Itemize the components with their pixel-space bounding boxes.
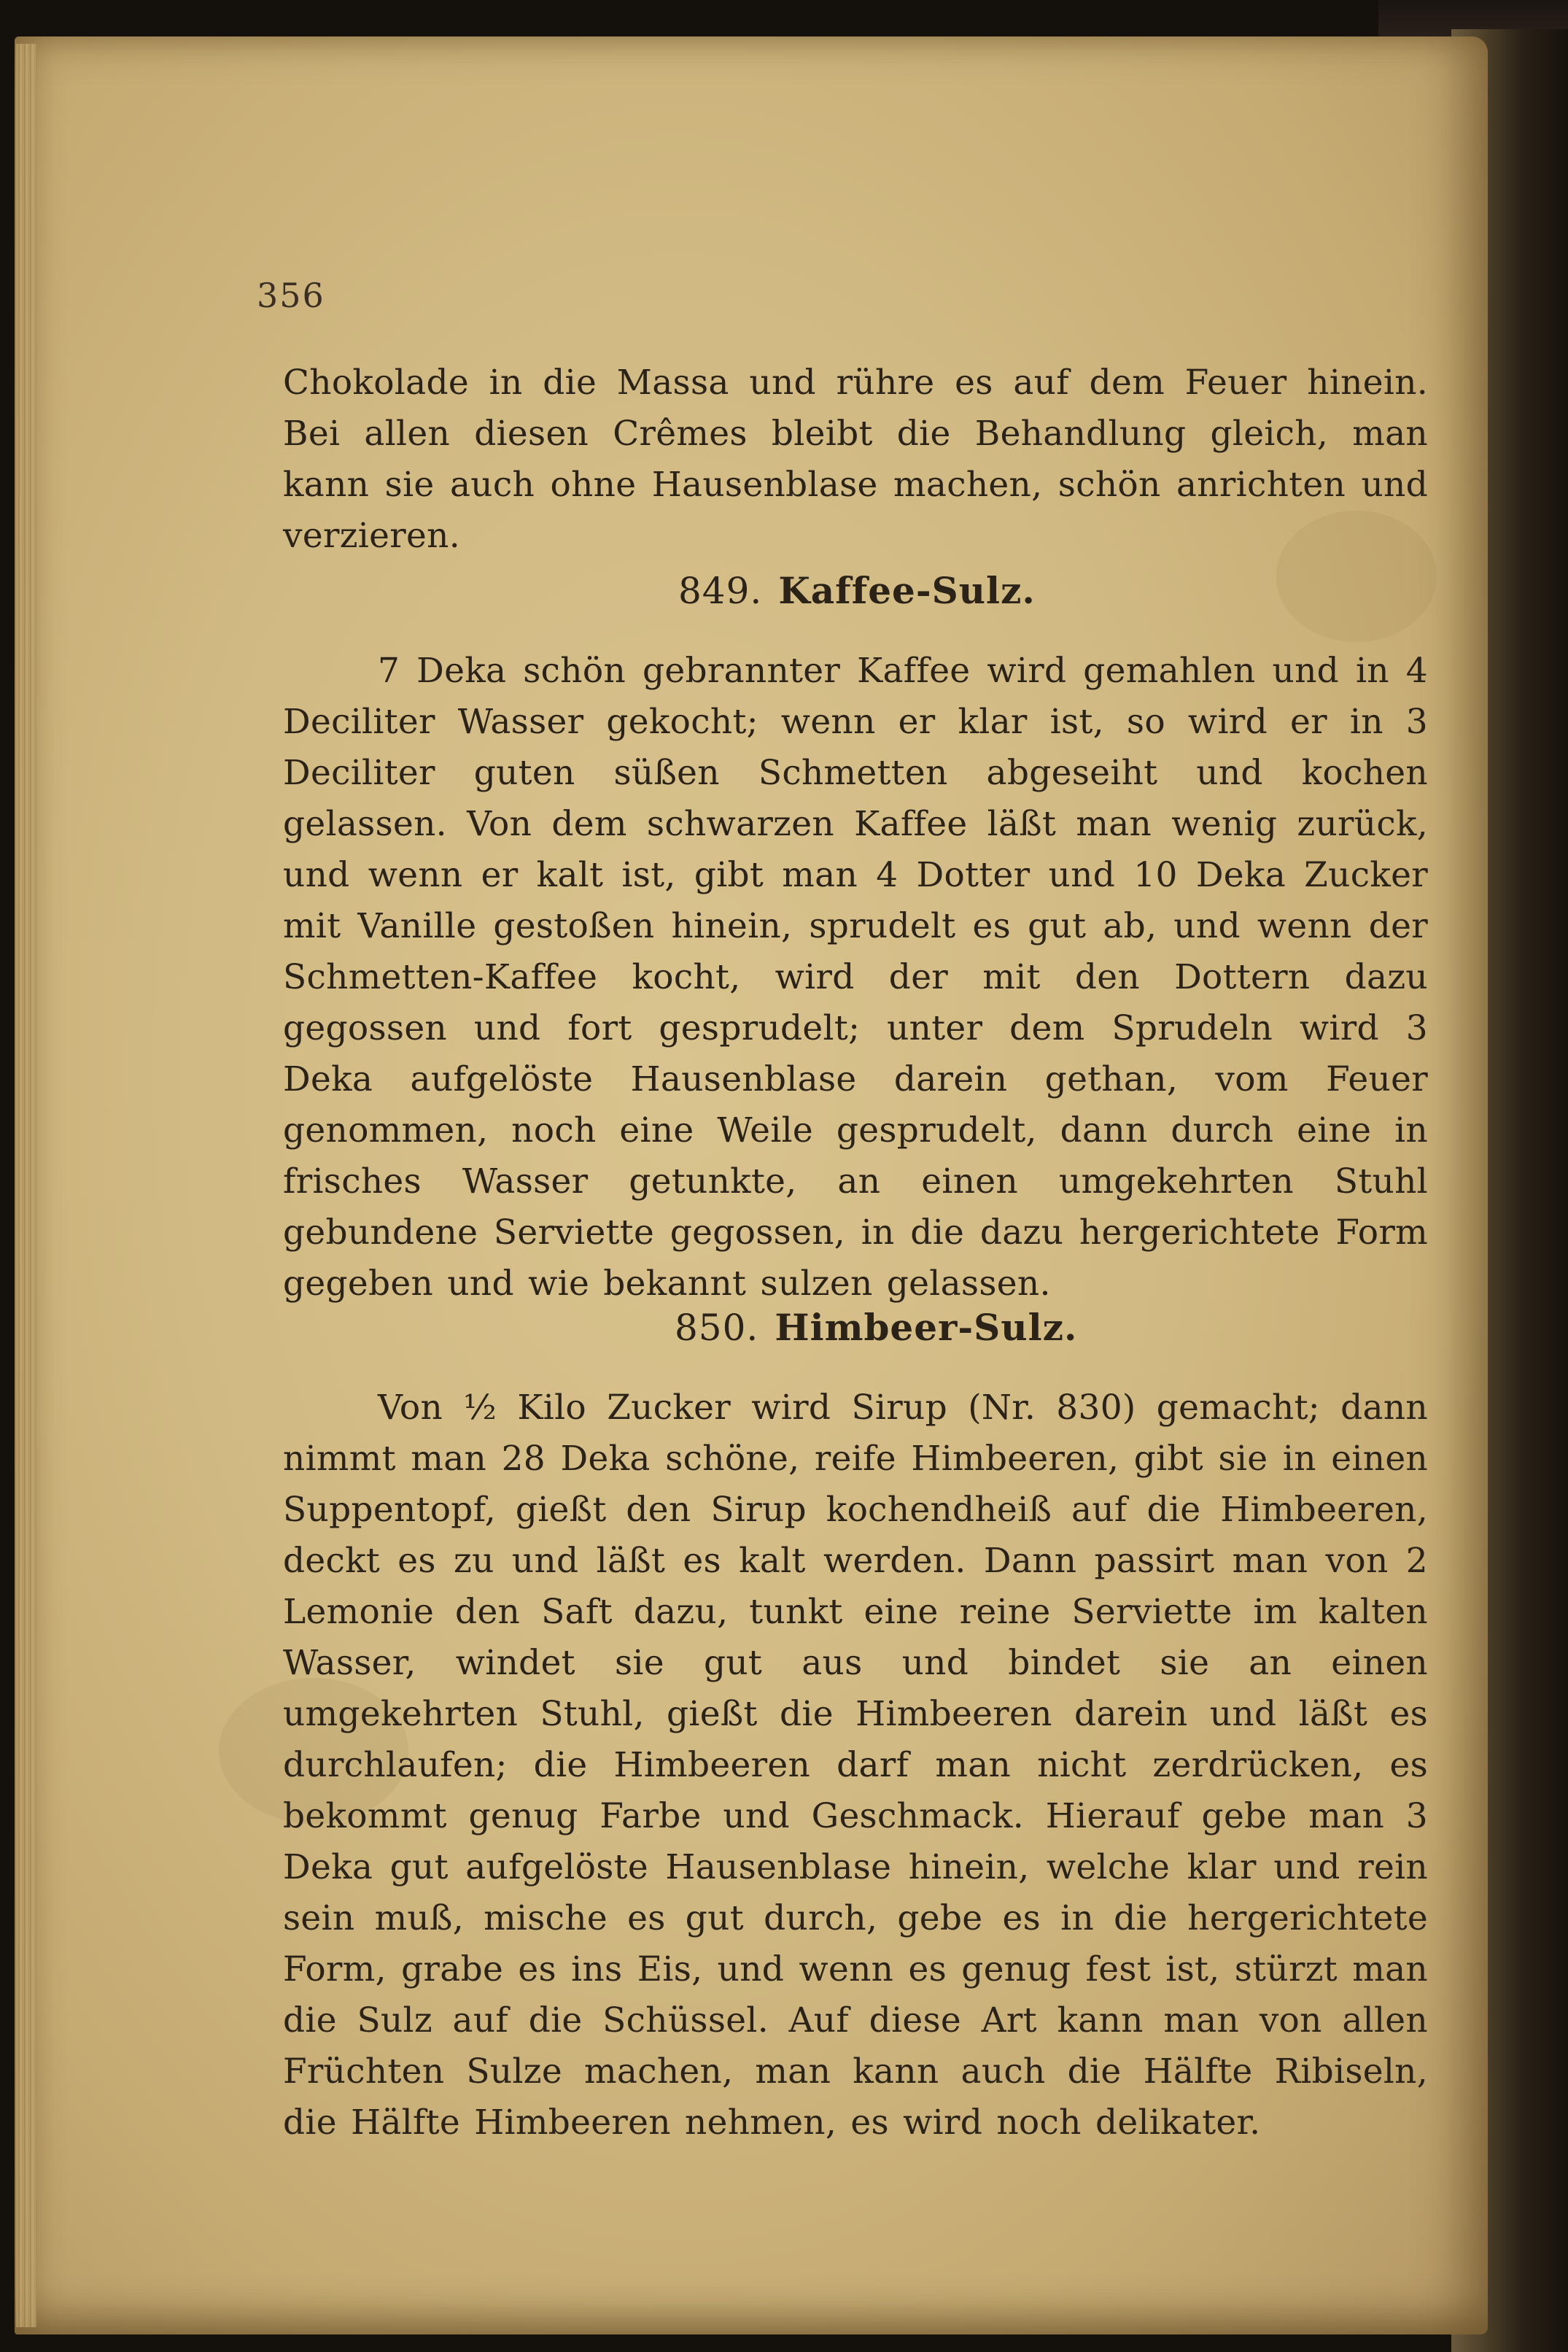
recipe-title: Kaffee-Sulz. xyxy=(778,569,1036,612)
page-stack-edges xyxy=(16,44,36,2327)
intro-paragraph: Chokolade in die Massa und rühre es auf dem Feuer hinein. Bei allen diesen Crêmes bleibt die Behandlung gleich, man kann sie auch ohne Hausenblase machen, schön anrichten und verzieren. xyxy=(283,363,1428,556)
recipe-heading-849 xyxy=(678,569,1036,612)
recipe-number: 849. xyxy=(678,570,763,612)
recipe-number: 850. xyxy=(675,1307,759,1349)
recipe-text-850: Von ½ Kilo Zucker wird Sirup (Nr. 830) gemacht; dann nimmt man 28 Deka schöne, reife Himbeeren, gibt sie in einen Suppentopf, gießt den Sirup kochendheiß auf die Himbeeren, deckt es zu und läßt es kalt werden. Dann passirt man von 2 Lemonie den Saft dazu, tunkt eine reine Serviette im kalten Wasser, windet sie gut aus und bindet sie an einen umgekehrten Stuhl, gießt die Himbeeren darein und läßt es durchlaufen; die Himbeeren darf man nicht zerdrücken, es bekommt genug Farbe und Geschmack. Hierauf gebe man 3 Deka gut aufgelöste Hausenblase hinein, welche klar und rein sein muß, mische es gut durch, gebe es in die hergerichtete Form, grabe es ins Eis, und wenn es genug fest ist, stürzt man die Sulz auf die Schüssel. Auf diese Art kann man von allen Früchten Sulze machen, man kann auch die Hälfte Ribiseln, die Hälfte Himbeeren nehmen, es wird noch delikater. xyxy=(283,1388,1428,2143)
recipe-text-849: 7 Deka schön gebrannter Kaffee wird gemahlen und in 4 Deciliter Wasser gekocht; wenn er klar ist, so wird er in 3 Deciliter guten süßen Schmetten abgeseiht und kochen gelassen. Von dem schwarzen Kaffee läßt man wenig zurück, und wenn er kalt ist, gibt man 4 Dotter und 10 Deka Zucker mit Vanille gestoßen hinein, sprudelt es gut ab, und wenn der Schmetten-Kaffee kocht, wird der mit den Dottern dazu gegossen und fort gesprudelt; unter dem Sprudeln wird 3 Deka aufgelöste Hausenblase darein gethan, vom Feuer genommen, noch eine Weile gesprudelt, dann durch eine in frisches Wasser getunkte, an einen umgekehrten Stuhl gebundene Serviette gegossen, in die dazu hergerichtete Form gegeben und wie bekannt sulzen gelassen. xyxy=(283,651,1428,1304)
page-number: 356 xyxy=(257,276,325,315)
recipe-title: Himbeer-Sulz. xyxy=(775,1306,1078,1349)
recipe-heading-850 xyxy=(675,1306,1077,1349)
